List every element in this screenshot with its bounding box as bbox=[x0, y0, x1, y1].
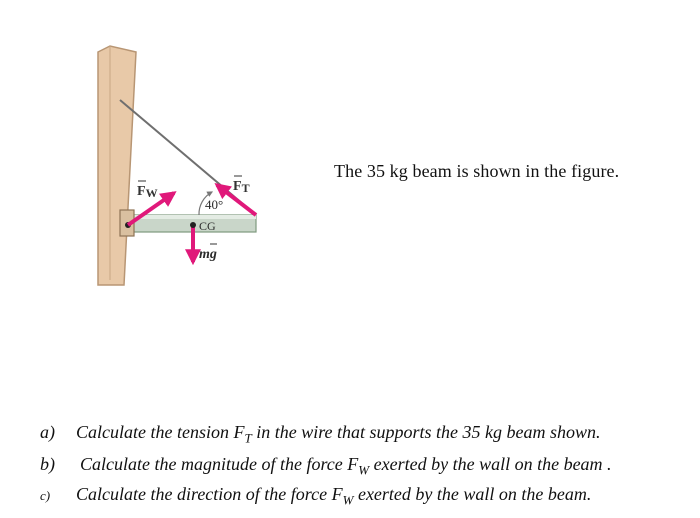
question-a bbox=[40, 422, 601, 447]
question-a-text-2: in the wire that supports the 35 kg beam shown. bbox=[251, 422, 601, 442]
question-b-label: b) bbox=[40, 454, 55, 474]
question-a-text-1: Calculate the tension F bbox=[76, 422, 245, 442]
cg-point bbox=[190, 222, 196, 228]
question-c-text-1: Calculate the direction of the force F bbox=[76, 484, 343, 504]
question-b-text-1: Calculate the magnitude of the force F bbox=[80, 454, 359, 474]
question-b bbox=[40, 454, 612, 479]
problem-statement: The 35 kg beam is shown in the figure. bbox=[334, 161, 620, 181]
question-c-label: c) bbox=[40, 488, 51, 503]
cg-label: CG bbox=[199, 219, 216, 233]
angle-label: 40° bbox=[205, 197, 224, 212]
wall bbox=[98, 46, 136, 285]
question-c-subscript: W bbox=[342, 492, 354, 508]
ft-label: FT bbox=[233, 179, 250, 195]
question-a-label: a) bbox=[40, 422, 55, 442]
weight-label: mg bbox=[199, 247, 217, 262]
question-a-subscript: T bbox=[244, 430, 252, 446]
question-c bbox=[40, 484, 591, 509]
question-c-text-2: exerted by the wall on the beam. bbox=[353, 484, 592, 504]
question-b-subscript: W bbox=[358, 462, 370, 478]
beam-top-face bbox=[126, 215, 256, 219]
question-b-text-2: exerted by the wall on the beam . bbox=[369, 454, 612, 474]
fw-label: FW bbox=[137, 184, 158, 200]
